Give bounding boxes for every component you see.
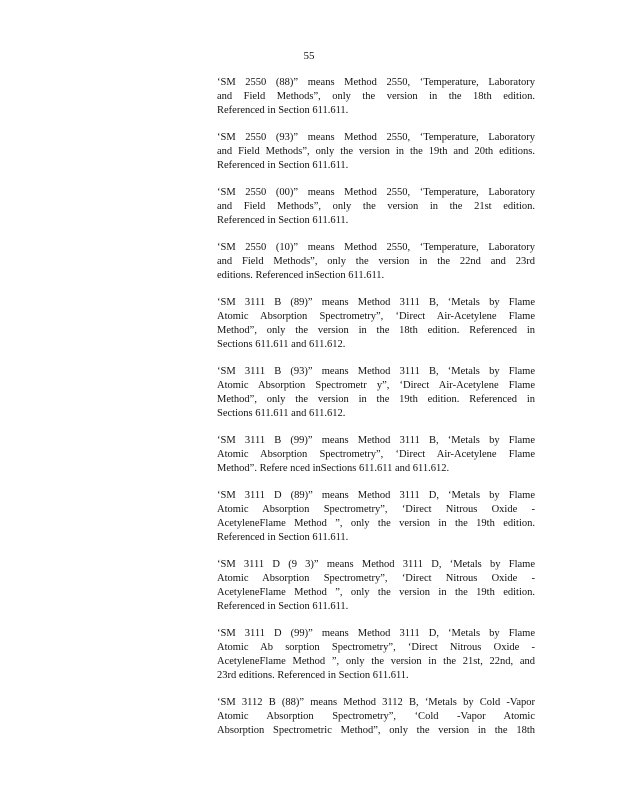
paragraph-line: Atomic Absorption Spectrometry”, ‘Cold -Vapor Atomic [217,711,535,722]
paragraph-line: Referenced in Section 611.611. [217,215,349,226]
paragraph-line: Method”. Refere nced inSections 611.611 and 611.612. [217,463,450,474]
definition-paragraph [217,627,535,683]
paragraph-line: ‘SM 3111 D (89)” means Method 3111 D, ‘Metals by Flame [217,490,535,501]
paragraph-line: ‘SM 3111 B (89)” means Method 3111 B, ‘Metals by Flame [217,297,535,308]
paragraph-line: ‘SM 2550 (93)” means Method 2550, ‘Temperature, Laboratory [217,132,535,143]
paragraph-line: Atomic Absorption Spectrometry”, ‘Direct Air-Acetylene Flame [217,311,535,322]
paragraph-line: Referenced in Section 611.611. [217,601,349,612]
paragraph-line: Absorption Spectrometric Method”, only the version in the 18th [217,725,535,736]
definition-paragraph [217,696,535,738]
paragraph-line: Method”, only the version in the 19th edition. Referenced in [217,394,535,405]
definition-paragraph [217,434,535,476]
paragraph-line: Referenced in Section 611.611. [217,160,349,171]
paragraph-line: Sections 611.611 and 611.612. [217,408,346,419]
paragraph-line: Atomic Ab sorption Spectrometry”, ‘Direct Nitrous Oxide - [217,642,535,653]
definition-paragraph [217,131,535,173]
paragraph-line: ‘SM 3111 B (99)” means Method 3111 B, ‘Metals by Flame [217,435,535,446]
document-body [217,76,535,751]
paragraph-line: ‘SM 2550 (10)” means Method 2550, ‘Temperature, Laboratory [217,242,535,253]
paragraph-line: AcetyleneFlame Method ”, only the version in the 21st, 22nd, and [217,656,535,667]
paragraph-line: and Field Methods”, only the version in the 22nd and 23rd [217,256,535,267]
definition-paragraph [217,489,535,545]
paragraph-line: ‘SM 2550 (00)” means Method 2550, ‘Temperature, Laboratory [217,187,535,198]
definition-paragraph [217,365,535,421]
definition-paragraph [217,296,535,352]
paragraph-line: Method”, only the version in the 18th edition. Referenced in [217,325,535,336]
paragraph-line: editions. Referenced inSection 611.611. [217,270,385,281]
paragraph-line: 23rd editions. Referenced in Section 611.611. [217,670,409,681]
paragraph-line: Referenced in Section 611.611. [217,105,349,116]
paragraph-line: and Field Methods”, only the version in the 18th edition. [217,91,535,102]
definition-paragraph [217,186,535,228]
paragraph-line: Sections 611.611 and 611.612. [217,339,346,350]
definition-paragraph [217,241,535,283]
paragraph-line: Atomic Absorption Spectrometry”, ‘Direct Nitrous Oxide - [217,573,535,584]
definition-paragraph [217,558,535,614]
paragraph-line: AcetyleneFlame Method ”, only the version in the 19th edition. [217,518,535,529]
paragraph-line: ‘SM 3112 B (88)” means Method 3112 B, ‘Metals by Cold -Vapor [217,697,535,708]
paragraph-line: ‘SM 3111 D (9 3)” means Method 3111 D, ‘Metals by Flame [217,559,535,570]
paragraph-line: ‘SM 3111 D (99)” means Method 3111 D, ‘Metals by Flame [217,628,535,639]
paragraph-line: and Field Methods”, only the version in the 19th and 20th editions. [217,146,535,157]
paragraph-line: AcetyleneFlame Method ”, only the version in the 19th edition. [217,587,535,598]
definition-paragraph [217,76,535,118]
paragraph-line: Atomic Absorption Spectrometr y”, ‘Direct Air-Acetylene Flame [217,380,535,391]
paragraph-line: Atomic Absorption Spectrometry”, ‘Direct Air-Acetylene Flame [217,449,535,460]
paragraph-line: ‘SM 3111 B (93)” means Method 3111 B, ‘Metals by Flame [217,366,535,377]
paragraph-line: Referenced in Section 611.611. [217,532,349,543]
page-number: 55 [303,50,315,62]
paragraph-line: ‘SM 2550 (88)” means Method 2550, ‘Temperature, Laboratory [217,77,535,88]
paragraph-line: and Field Methods”, only the version in the 21st edition. [217,201,535,212]
paragraph-line: Atomic Absorption Spectrometry”, ‘Direct Nitrous Oxide - [217,504,535,515]
